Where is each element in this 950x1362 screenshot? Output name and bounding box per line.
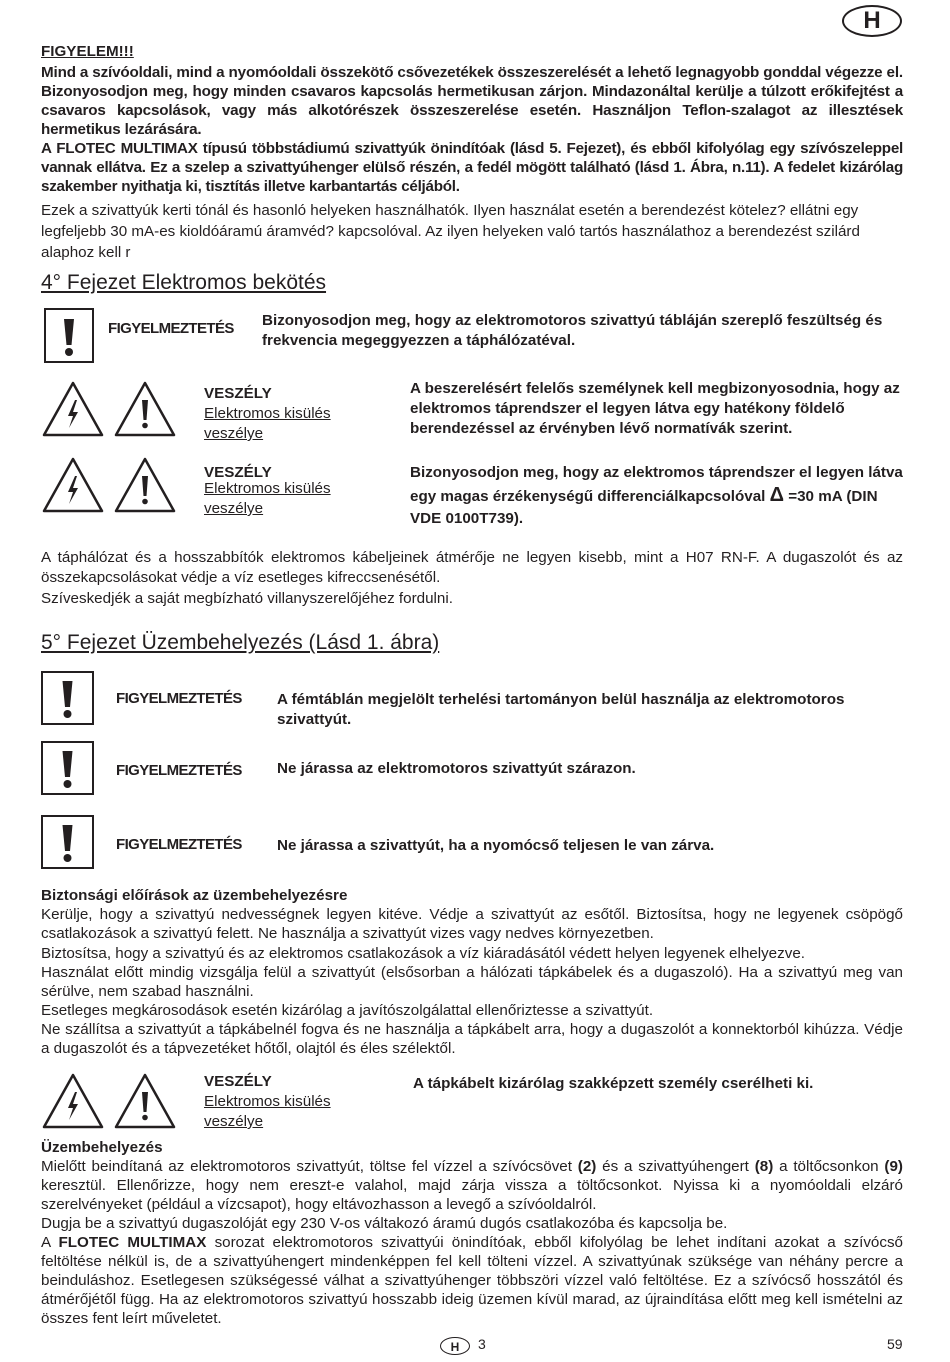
part-ref: (8): [754, 1158, 774, 1175]
danger-subtitle-line1: Elektromos kisülés: [204, 480, 331, 497]
rcd-text-end: =30 mA (DIN VDE 0100T739).: [410, 488, 878, 527]
electric-hazard-icon: [41, 380, 105, 438]
danger-text: A beszerelésért felelős személynek kell megbizonyosodnia, hogy az elektromos táprendszer el legyen látva egy hatékony földelő berendezéssel az érvényben lévő normatívák szerint.: [410, 380, 900, 437]
section-number: 3: [478, 1336, 486, 1352]
cable-paragraph: A táphálózat és a hosszabbítók elektromos kábeljeinek átmérője ne legyen kisebb, mint a H07 RN-F. A dugaszolót és az összekapcsolásokat védje a víz esetleges kifreccsenésétől.: [41, 549, 903, 586]
exclamation-icon: [41, 741, 94, 795]
footer-badge: [440, 1337, 470, 1355]
danger-title: VESZÉLY: [204, 1073, 272, 1090]
part-ref: (2): [577, 1158, 597, 1175]
exclamation-icon: [44, 308, 94, 363]
installation-title: Üzembehelyezés: [41, 1139, 163, 1156]
safety-paragraph: Esetleges megkárosodások esetén kizárólag a javítószolgálattal ellenőriztesse a szivattyút.: [41, 1002, 654, 1019]
install-text: a töltőcsonkon: [773, 1158, 885, 1175]
chapter-5-heading: 5° Fejezet Üzembehelyezés (Lásd 1. ábra): [41, 631, 440, 654]
installation-paragraph-2: Dugja be a szivattyú dugaszolóját egy 230 V-os váltakozó áramú dugós csatlakozóba és kapcsolja be.: [41, 1215, 728, 1232]
safety-paragraph: Kerülje, hogy a szivattyú nedvességnek legyen kitéve. Védje a szivattyút az esőtől. Biztosítsa, hogy ne legyenek csöpögő csatlakozások a szivattyú felett. Ne használja a szivattyút vizes vagy nedves környezetben.: [41, 906, 903, 942]
install-text: Mielőtt beindítaná az elektromotoros szivattyút, töltse fel vízzel a szívócsövet: [41, 1158, 578, 1175]
warning-paragraph-2: A FLOTEC MULTIMAX típusú többstádiumú szivattyúk önindítóak (lásd 5. Fejezet), és ebből kifolyólag egy szívószeleppel vannak ellátva. Ez a szelep a szivattyúhenger elülső részén, a fedél mögött található (lásd 1. Ábra, n.11). A fedelet kizárólag szakember nyithatja ki, tisztítás illetve karbantartás céljából.: [41, 140, 903, 195]
garden-pond-paragraph: Ezek a szivattyúk kerti tónál és hasonló helyeken használhatók. Ilyen használat esetén a berendezést kötelez? ellátni egy legfeljebb 30 mA-es kioldóáramú áramvéd? kapcsolóval. Az ilyen helyeken való tartós használathoz a berendezést szilárd alaphoz kell r: [41, 202, 860, 261]
rcd-text-start: Bizonyosodjon meg, hogy az elektromos táprendszer el legyen látva egy magas érzékenységű differenciálkapcsolóval: [410, 464, 903, 505]
safety-title: Biztonsági előírások az üzembehelyezésre: [41, 887, 348, 904]
warning-text: Ne járassa a szivattyút, ha a nyomócső teljesen le van zárva.: [277, 837, 715, 854]
danger-subtitle-line2: veszélye: [204, 1113, 264, 1130]
exclamation-icon: [41, 815, 94, 869]
warning-label: FIGYELMEZTETÉS: [116, 690, 242, 707]
electric-hazard-icon: [41, 456, 105, 514]
warning-triangle-icon: [113, 456, 177, 514]
country-badge-letter: H: [863, 7, 881, 34]
danger-subtitle-line1: Elektromos kisülés: [204, 1093, 331, 1110]
brand-name: FLOTEC MULTIMAX: [58, 1234, 207, 1251]
danger-title: VESZÉLY: [204, 464, 272, 481]
warning-label: FIGYELMEZTETÉS: [116, 762, 242, 779]
chapter-4-heading: 4° Fejezet Elektromos bekötés: [41, 271, 327, 294]
warning-triangle-icon: [113, 380, 177, 438]
warning-text: A fémtáblán megjelölt terhelési tartományon belül használja az elektromotoros szivattyút.: [277, 691, 845, 728]
electrician-paragraph: Szíveskedjék a saját megbízható villanyszerelőjéhez fordulni.: [41, 590, 453, 607]
danger-subtitle-line1: Elektromos kisülés: [204, 405, 331, 422]
danger-subtitle-line2: veszélye: [204, 425, 264, 442]
installation-paragraph-3: [41, 1233, 903, 1328]
warning-text: Bizonyosodjon meg, hogy az elektromotoros szivattyú tábláján szereplő feszültség és frekvencia megeggyezzen a táphálózatéval.: [262, 312, 883, 349]
danger-title: VESZÉLY: [204, 385, 272, 402]
warning-paragraph-1: Mind a szívóoldali, mind a nyomóoldali összekötő csővezetékek összeszerelését a lehető legnagyobb gonddal végezze el. Bizonyosodjon meg, hogy minden csavaros kapcsolás hermetikusan zárjon. Mindazonáltal kerülje a túlzott erőkifejtést a csavaros kapcsolások, vagy más alkotórészek összeszerelése esetén. Használjon Teflon-szalagot az illesztések hermetikus lezárására.: [41, 64, 903, 138]
warning-triangle-icon: [113, 1072, 177, 1130]
install-text: sorozat elektromotoros szivattyúi önindítóak, ebből kifolyólag be lehet indítani azokat a szívócső feltöltése nélkül is, de a szivattyúhengert mindenképpen fel kell tölteni vízzel. A szivattyúnak szüksége van néhány percre a beinduláshoz. Esetlegesen szükségessé válhat a szivattyúhenger többszöri vízzel való feltöltése. Ez a szívócső hosszától és átmérőjétől függ. Ha az elektromotoros szivattyú hosszabb ideig üzemen kívül marad, az újraindítása előtt meg kell ismételni az összes fent leírt műveletet.: [41, 1234, 904, 1327]
electric-hazard-icon: [41, 1072, 105, 1130]
install-text: keresztül. Ellenőrizze, hogy nem ereszt-e valahol, majd zárja vissza a töltőcsonkot. Nyissa ki a nyomóoldali elzáró szerelvényeket (például a vízcsapot), hogy eltávozhasson a levegő a szívóoldalról.: [41, 1177, 903, 1213]
warning-text: Ne járassa az elektromotoros szivattyút szárazon.: [277, 760, 636, 777]
country-badge: [842, 5, 902, 37]
danger-text-rcd: [410, 462, 906, 530]
danger-text: A tápkábelt kizárólag szakképzett személy cserélheti ki.: [413, 1075, 814, 1092]
page-number: 59: [887, 1336, 903, 1352]
warning-title: FIGYELEM!!!: [41, 43, 134, 60]
part-ref: (9): [884, 1158, 903, 1175]
safety-paragraph: Ne szállítsa a szivattyút a tápkábelnél fogva és ne használja a tápkábelt arra, hogy a dugaszolót a konnektorból kihúzza. Védje a dugaszolót és a tápvezetéket hőtől, olajtól és éles szélektől.: [41, 1021, 903, 1057]
danger-subtitle-line2: veszélye: [204, 500, 264, 517]
install-text: A: [41, 1234, 59, 1251]
warning-label: FIGYELMEZTETÉS: [116, 836, 242, 853]
safety-paragraph: Biztosítsa, hogy a szivattyú és az elektromos csatlakozások a víz kiáradásától védett helyen legyenek elhelyezve.: [41, 945, 805, 962]
delta-symbol: Δ: [769, 484, 784, 506]
footer-badge-letter: H: [450, 1340, 460, 1354]
install-text: és a szivattyúhengert: [596, 1158, 755, 1175]
safety-paragraph: Használat előtt mindig vizsgálja felül a szivattyút (elsősorban a hálózati tápkábelek és a dugaszoló). Ha a szivattyú meg van sérülve, nem szabad használni.: [41, 964, 903, 1000]
installation-paragraph-1: [41, 1157, 903, 1214]
exclamation-icon: [41, 671, 94, 725]
warning-label: FIGYELMEZTETÉS: [108, 320, 234, 337]
